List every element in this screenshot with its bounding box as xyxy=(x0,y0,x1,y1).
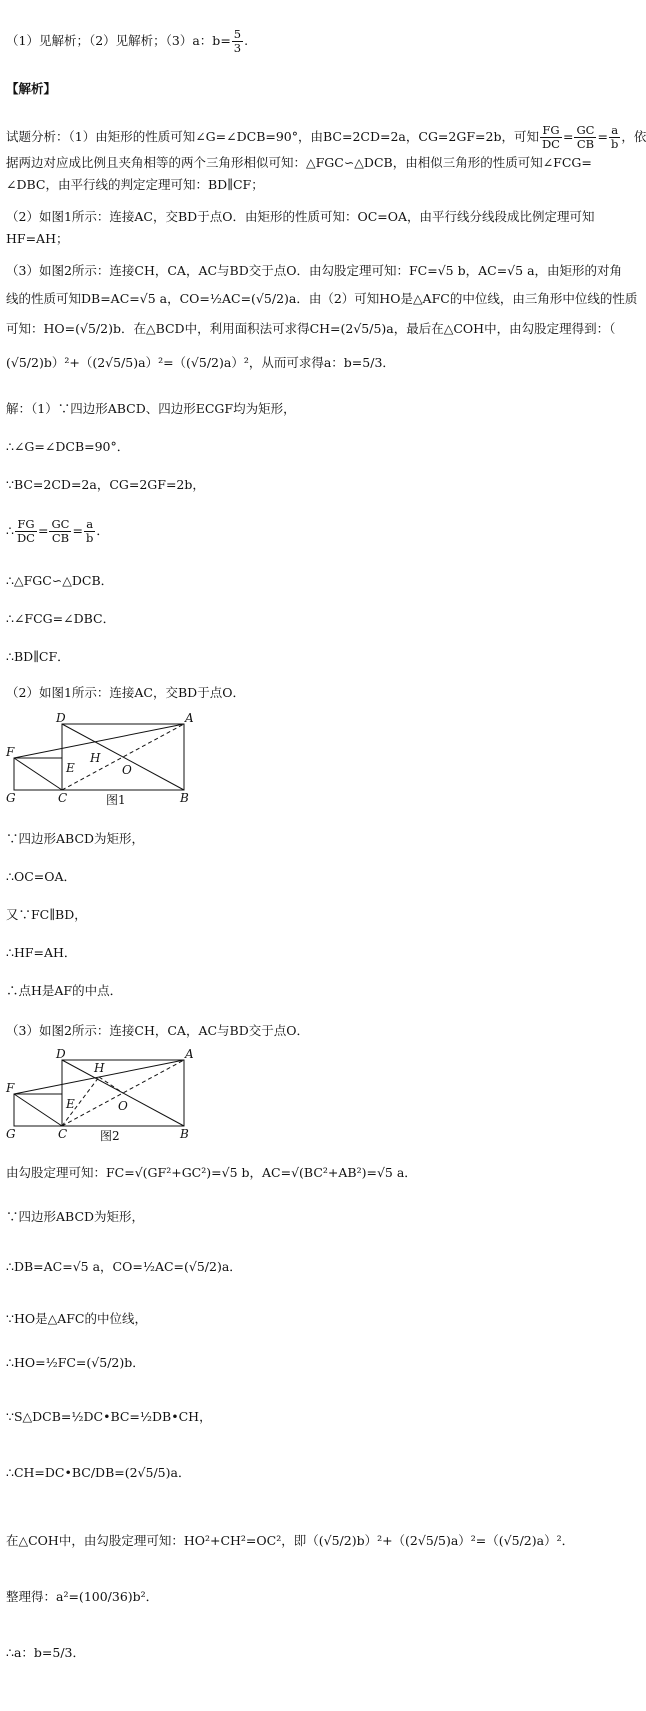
label-F: F xyxy=(6,1081,15,1095)
solution-line-22: 在△COH中，由勾股定理可知：HO²+CH²=OC²，即（(√5/2)b）²+（(2√5/5)a）²=（(√5/2)a）²． xyxy=(6,1533,575,1548)
analysis-part3-c: 可知：HO=(√5/2)b．在△BCD中，利用面积法可求得CH=(2√5/5)a，最后在△COH中，由勾股定理得到：（ xyxy=(6,321,616,336)
solution-line-16: ∵四边形ABCD为矩形， xyxy=(6,1209,145,1224)
solution-line-15: 由勾股定理可知：FC=√(GF²+GC²)=√5 b，AC=√(BC²+AB²)=√5 a． xyxy=(6,1165,417,1180)
segment-fc xyxy=(14,758,62,790)
diagonal-db xyxy=(62,724,184,790)
solution-line-13: ∴点H是AF的中点． xyxy=(6,983,123,998)
figure-1-caption: 图1 xyxy=(106,793,126,807)
analysis-heading: 【解析】 xyxy=(6,81,57,96)
segment-ho xyxy=(99,1077,123,1093)
label-B: B xyxy=(180,1127,189,1141)
figure-2-caption: 图2 xyxy=(100,1129,120,1143)
label-F: F xyxy=(6,745,15,759)
solution-line-20: ∵S△DCB=½DC•BC=½DB•CH， xyxy=(6,1409,212,1424)
solution-line-9: ∵四边形ABCD为矩形， xyxy=(6,831,145,846)
analysis-line-2: 据两边对应成比例且夹角相等的两个三角形相似可知：△FGC∽△DCB，由相似三角形的性质可知∠FCG= xyxy=(6,155,592,170)
label-D: D xyxy=(56,1047,66,1061)
solution-line-12: ∴HF=AH． xyxy=(6,945,77,960)
label-B: B xyxy=(180,791,189,805)
label-A: A xyxy=(185,711,194,725)
solution-line-23: 整理得：a²=(100/36)b²． xyxy=(6,1589,159,1604)
label-C: C xyxy=(58,1127,68,1141)
label-G: G xyxy=(6,791,16,805)
solution-line-11: 又∵FC∥BD， xyxy=(6,907,87,922)
label-C: C xyxy=(58,791,68,805)
analysis-part3-b: 线的性质可知DB=AC=√5 a，CO=½AC=(√5/2)a．由（2）可知HO是△AFC的中位线，由三角形中位线的性质 xyxy=(6,291,638,306)
label-H: H xyxy=(94,1061,105,1075)
solution-line-10: ∴OC=OA． xyxy=(6,869,77,884)
solution-line-2: ∴∠G=∠DCB=90°． xyxy=(6,439,130,454)
analysis-part3-a: （3）如图2所示：连接CH，CA，AC与BD交于点O．由勾股定理可知：FC=√5 b，AC=√5 a，由矩形的对角 xyxy=(6,263,623,278)
solution-line-4: ∴ $\frac{FG}{DC}$ = $\frac{GC}{CB}$ = $\frac{a}{b}$ ． xyxy=(6,517,109,545)
figure-1 xyxy=(6,711,206,808)
solution-line-8: （2）如图1所示：连接AC，交BD于点O． xyxy=(6,685,245,700)
label-O: O xyxy=(118,1099,128,1113)
analysis-part2-b: HF=AH； xyxy=(6,231,69,246)
label-D: D xyxy=(56,711,66,725)
analysis-line-3: ∠DBC，由平行线的判定定理可知：BD∥CF； xyxy=(6,177,264,192)
figure-2 xyxy=(6,1047,206,1144)
solution-line-14: （3）如图2所示：连接CH，CA，AC与BD交于点O． xyxy=(6,1023,310,1038)
label-G: G xyxy=(6,1127,16,1141)
solution-line-6: ∴∠FCG=∠DBC． xyxy=(6,611,116,626)
solution-line-17: ∴DB=AC=√5 a，CO=½AC=(√5/2)a． xyxy=(6,1259,242,1274)
segment-fc xyxy=(14,1094,62,1126)
label-E: E xyxy=(66,1097,75,1111)
analysis-line-1: 试题分析：（1）由矩形的性质可知∠G=∠DCB=90°，由BC=2CD=2a，CG=2GF=2b，可知 $\frac{FG}{DC}$ = $\frac{GC}{CB}$ = $\frac{a}{b}$ ，依 xyxy=(6,123,646,151)
solution-line-1: 解：（1）∵四边形ABCD、四边形ECGF均为矩形， xyxy=(6,401,296,416)
label-A: A xyxy=(185,1047,194,1061)
analysis-part2-a: （2）如图1所示：连接AC，交BD于点O．由矩形的性质可知：OC=OA，由平行线分线段成比例定理可知 xyxy=(6,209,595,224)
solution-line-19: ∴HO=½FC=(√5/2)b． xyxy=(6,1355,145,1370)
solution-line-18: ∵HO是△AFC的中位线， xyxy=(6,1311,147,1326)
solution-line-21: ∴CH=DC•BC/DB=(2√5/5)a． xyxy=(6,1465,191,1480)
label-H: H xyxy=(90,751,101,765)
solution-line-7: ∴BD∥CF． xyxy=(6,649,70,664)
answer-line: （1）见解析；（2）见解析；（3）a：b= $\frac{5}{3}$ . xyxy=(6,27,249,55)
label-O: O xyxy=(122,763,132,777)
answer-ratio: $\frac{5}{3}$ xyxy=(233,27,242,55)
label-E: E xyxy=(66,761,75,775)
analysis-part3-d: (√5/2)b）²+（(2√5/5)a）²=（(√5/2)a）²，从而可求得a：b=5/3． xyxy=(6,355,395,370)
solution-line-24: ∴a：b=5/3． xyxy=(6,1645,85,1660)
answer-text: （1）见解析；（2）见解析；（3）a：b= xyxy=(6,33,231,48)
solution-line-5: ∴△FGC∽△DCB． xyxy=(6,573,114,588)
solution-line-3: ∵BC=2CD=2a，CG=2GF=2b， xyxy=(6,477,205,492)
